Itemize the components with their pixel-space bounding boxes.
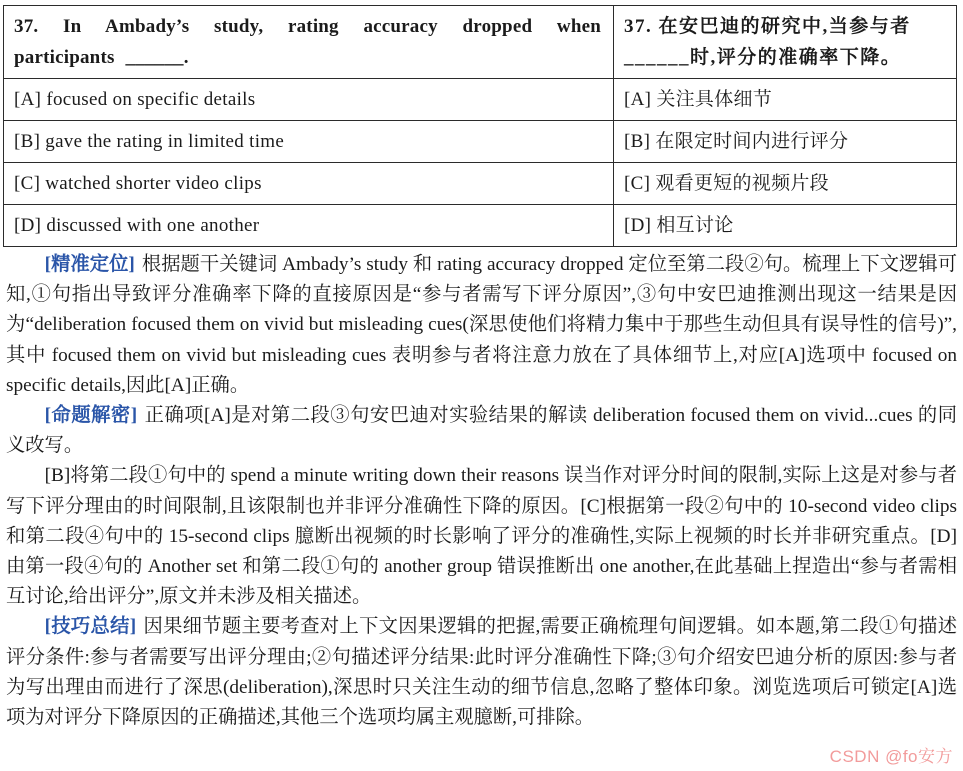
paragraph-precise-location [6,250,957,401]
tag-question-decode: [命题解密] [44,405,138,427]
option-c-zh: [C] 观看更短的视频片段 [614,163,957,205]
option-row-c [4,163,957,205]
question-table [3,5,957,247]
option-row-d [4,205,957,247]
option-a-en: [A] focused on specific details [4,79,614,121]
option-row-a [4,79,957,121]
question-text-en: 37. In Ambady’s study, rating accuracy dropped when participants ______. [4,6,614,79]
paragraph-text: 因果细节题主要考查对上下文因果逻辑的把握,需要正确梳理句间逻辑。如本题,第二段①句描述评分条件:参与者需要写出评分理由;②句描述评分结果:此时评分准确性下降;③句介绍安巴迪分析的原因:参与者为写出理由而进行了深思(deliberation),深思时只关注生动的细节信息,忽略了整体印象。浏览选项后可锁定[A]选项为对评分下降原因的正确描述,其他三个选项均属主观臆断,可排除。 [6,616,957,729]
option-b-zh: [B] 在限定时间内进行评分 [614,121,957,163]
option-b-en: [B] gave the rating in limited time [4,121,614,163]
question-row [4,6,957,79]
option-c-en: [C] watched shorter video clips [4,163,614,205]
paragraph-text: [B]将第二段①句中的 spend a minute writing down their reasons 误当作对评分时间的限制,实际上这是对参与者写下评分理由的时间限制,且该限制也并非评分准确性下降的原因。[C]根据第一段②句中的 10-second video clips 和第二段④句中的 15-second clips 臆断出视频的时长影响了评分的准确性,实际上视频的时长并非研究重点。[D]由第一段④句的 Another set 和第二段①句的 another group 错误推断出 one another,在此基础上捏造出“参与者需相互讨论,给出评分”,原文并未涉及相关描述。 [6,465,957,608]
option-d-en: [D] discussed with one another [4,205,614,247]
paragraph-question-decode [6,401,957,461]
option-row-b [4,121,957,163]
option-d-zh: [D] 相互讨论 [614,205,957,247]
paragraph-skill-summary [6,612,957,733]
analysis-section [6,250,957,733]
tag-precise-location: [精准定位] [44,254,135,275]
csdn-watermark: CSDN @fo安方 [829,747,953,766]
paragraph-wrong-options [6,461,957,612]
paragraph-text: 根据题干关键词 Ambady’s study 和 rating accuracy dropped 定位至第二段②句。梳理上下文逻辑可知,①句指出导致评分准确率下降的直接原因是“参与者需写下评分原因”,③句中安巴迪推测出现这一结果是因为“deliberation focused them on vivid but misleading cues(深思使他们将精力集中于那些生动但具有误导性的信号)”,其中 focused them on vivid but misleading cues 表明参与者将注意力放在了具体细节上,对应[A]选项中 focused on specific details,因此[A]正确。 [6,254,957,396]
tag-skill-summary: [技巧总结] [44,616,137,638]
paragraph-text: 正确项[A]是对第二段③句安巴迪对实验结果的解读 deliberation focused them on vivid...cues 的同义改写。 [6,405,957,457]
option-a-zh: [A] 关注具体细节 [614,79,957,121]
question-text-zh: 37. 在安巴迪的研究中,当参与者______时,评分的准确率下降。 [614,6,957,79]
